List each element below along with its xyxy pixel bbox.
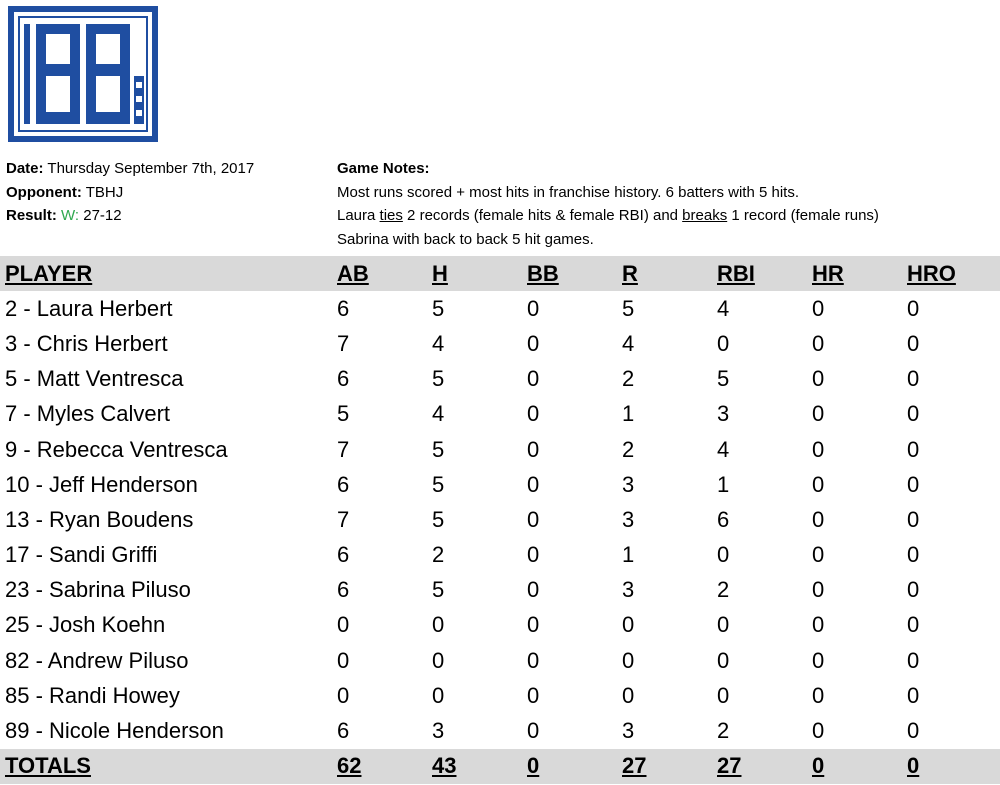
stat-cell-hr: 0 (812, 506, 825, 532)
stat-cell-rbi: 2 (717, 577, 730, 603)
total-r: 27 (622, 749, 717, 784)
stat-cell-h: 5 (432, 295, 445, 321)
result-line (6, 204, 254, 228)
table-row (0, 397, 1000, 432)
stat-cell-h: 5 (432, 506, 445, 532)
opponent-label: Opponent: (6, 183, 82, 201)
stat-cell-hr: 0 (812, 647, 825, 673)
stat-cell-hr: 0 (812, 436, 825, 462)
result-score: 27-12 (83, 207, 122, 224)
player-name-cell: 89 - Nicole Henderson (5, 718, 224, 744)
note-2-breaks: breaks (682, 207, 728, 224)
stat-cell-h: 0 (432, 682, 445, 708)
stat-cell-r: 2 (622, 436, 635, 462)
stat-cell-bb: 0 (527, 295, 540, 321)
stat-cell-hro: 0 (907, 612, 920, 638)
player-name-cell: 23 - Sabrina Piluso (5, 577, 191, 603)
stat-cell-bb: 0 (527, 366, 540, 392)
stat-cell-h: 4 (432, 401, 445, 427)
stat-cell-hro: 0 (907, 366, 920, 392)
totals-row (0, 749, 1000, 784)
stat-cell-bb: 0 (527, 647, 540, 673)
note-2-part-a: Laura (337, 207, 380, 224)
stat-cell-rbi: 3 (717, 401, 730, 427)
player-name-cell: 17 - Sandi Griffi (5, 542, 158, 568)
stat-cell-hr: 0 (812, 577, 825, 603)
stat-cell-ab: 7 (337, 506, 350, 532)
stat-cell-hr: 0 (812, 542, 825, 568)
player-name-cell: 2 - Laura Herbert (5, 295, 173, 321)
stat-cell-r: 2 (622, 366, 635, 392)
date-line (6, 157, 254, 181)
stat-cell-rbi: 0 (717, 330, 730, 356)
stat-cell-r: 1 (622, 401, 635, 427)
stat-cell-h: 0 (432, 612, 445, 638)
player-name-cell: 7 - Myles Calvert (5, 401, 171, 427)
total-h: 43 (432, 749, 527, 784)
stat-cell-bb: 0 (527, 542, 540, 568)
stat-cell-r: 3 (622, 471, 635, 497)
stat-cell-h: 5 (432, 366, 445, 392)
stat-cell-bb: 0 (527, 330, 540, 356)
stat-cell-ab: 6 (337, 471, 350, 497)
game-note-2 (337, 204, 992, 228)
player-name-cell: 82 - Andrew Piluso (5, 647, 189, 673)
stat-cell-hr: 0 (812, 366, 825, 392)
stat-cell-ab: 6 (337, 577, 350, 603)
total-rbi: 27 (717, 749, 812, 784)
game-notes-label: Game Notes: (337, 160, 430, 177)
table-row (0, 643, 1000, 678)
stat-cell-ab: 5 (337, 401, 350, 427)
stat-cell-r: 3 (622, 718, 635, 744)
column-header-rbi: RBI (717, 256, 812, 291)
stat-cell-ab: 0 (337, 682, 350, 708)
table-body (0, 291, 1000, 748)
player-name-cell: 9 - Rebecca Ventresca (5, 436, 228, 462)
stat-cell-rbi: 0 (717, 542, 730, 568)
table-row (0, 291, 1000, 326)
table-row (0, 326, 1000, 361)
stat-cell-hr: 0 (812, 682, 825, 708)
box-score-table (0, 256, 1000, 784)
stat-cell-h: 3 (432, 718, 445, 744)
stat-cell-rbi: 1 (717, 471, 730, 497)
stat-cell-hro: 0 (907, 295, 920, 321)
stat-cell-r: 0 (622, 647, 635, 673)
stat-cell-bb: 0 (527, 506, 540, 532)
stat-cell-rbi: 5 (717, 366, 730, 392)
stat-cell-hr: 0 (812, 718, 825, 744)
stat-cell-hro: 0 (907, 577, 920, 603)
stat-cell-r: 1 (622, 542, 635, 568)
game-note-3: Sabrina with back to back 5 hit games. (337, 230, 594, 248)
opponent-line (6, 181, 254, 205)
player-name-cell: 10 - Jeff Henderson (5, 471, 198, 497)
game-info (6, 157, 254, 228)
stat-cell-h: 5 (432, 471, 445, 497)
team-88s-logo (8, 6, 158, 142)
stat-cell-rbi: 2 (717, 718, 730, 744)
stat-cell-hro: 0 (907, 647, 920, 673)
player-name-cell: 85 - Randi Howey (5, 682, 180, 708)
stat-cell-rbi: 4 (717, 295, 730, 321)
note-2-ties: ties (379, 207, 403, 224)
stat-cell-r: 0 (622, 682, 635, 708)
table-row (0, 432, 1000, 467)
table-row (0, 678, 1000, 713)
stat-cell-bb: 0 (527, 436, 540, 462)
table-row (0, 502, 1000, 537)
table-row (0, 573, 1000, 608)
note-2-part-e: 1 record (female runs) (727, 207, 879, 224)
date-value: Thursday September 7th, 2017 (47, 160, 255, 177)
table-row (0, 538, 1000, 573)
stat-cell-r: 3 (622, 577, 635, 603)
column-header-hro: HRO (907, 256, 1000, 291)
stat-cell-hro: 0 (907, 542, 920, 568)
table-row (0, 713, 1000, 748)
stat-cell-bb: 0 (527, 612, 540, 638)
stat-cell-ab: 0 (337, 647, 350, 673)
stat-cell-ab: 6 (337, 718, 350, 744)
stat-cell-hr: 0 (812, 401, 825, 427)
stat-cell-bb: 0 (527, 401, 540, 427)
stat-cell-ab: 7 (337, 436, 350, 462)
stat-cell-rbi: 0 (717, 612, 730, 638)
stat-cell-h: 2 (432, 542, 445, 568)
column-header-player: PLAYER (0, 256, 337, 291)
player-name-cell: 5 - Matt Ventresca (5, 366, 184, 392)
stat-cell-h: 4 (432, 330, 445, 356)
stat-cell-rbi: 4 (717, 436, 730, 462)
game-note-1: Most runs scored + most hits in franchise history. 6 batters with 5 hits. (337, 183, 799, 201)
stat-cell-bb: 0 (527, 718, 540, 744)
stat-cell-hro: 0 (907, 330, 920, 356)
column-header-hr: HR (812, 256, 907, 291)
player-name-cell: 13 - Ryan Boudens (5, 506, 194, 532)
stat-cell-hr: 0 (812, 471, 825, 497)
stat-cell-h: 0 (432, 647, 445, 673)
totals-label: TOTALS (0, 749, 337, 784)
stat-cell-rbi: 0 (717, 682, 730, 708)
total-hr: 0 (812, 749, 907, 784)
stat-cell-bb: 0 (527, 577, 540, 603)
total-bb: 0 (527, 749, 622, 784)
player-name-cell: 25 - Josh Koehn (5, 612, 166, 638)
stat-cell-r: 4 (622, 330, 635, 356)
column-header-r: R (622, 256, 717, 291)
stat-cell-ab: 6 (337, 295, 350, 321)
stat-cell-hro: 0 (907, 471, 920, 497)
stat-cell-ab: 6 (337, 542, 350, 568)
stat-cell-h: 5 (432, 577, 445, 603)
stat-cell-hro: 0 (907, 506, 920, 532)
stat-cell-ab: 0 (337, 612, 350, 638)
stat-cell-hro: 0 (907, 401, 920, 427)
stat-cell-hr: 0 (812, 330, 825, 356)
stat-cell-ab: 7 (337, 330, 350, 356)
column-header-h: H (432, 256, 527, 291)
opponent-value: TBHJ (85, 183, 124, 201)
player-name-cell: 3 - Chris Herbert (5, 330, 168, 356)
stat-cell-ab: 6 (337, 366, 350, 392)
total-hro: 0 (907, 749, 1000, 784)
stat-cell-hr: 0 (812, 612, 825, 638)
column-header-ab: AB (337, 256, 432, 291)
stat-cell-hro: 0 (907, 436, 920, 462)
stat-cell-h: 5 (432, 436, 445, 462)
table-row (0, 362, 1000, 397)
table-header-row (0, 256, 1000, 291)
game-notes (337, 157, 992, 251)
note-2-part-c: 2 records (female hits & female RBI) and (402, 207, 683, 224)
stat-cell-r: 5 (622, 295, 635, 321)
result-label: Result: (6, 207, 57, 224)
stat-cell-hro: 0 (907, 682, 920, 708)
stat-cell-r: 3 (622, 506, 635, 532)
stat-cell-rbi: 0 (717, 647, 730, 673)
stat-cell-hro: 0 (907, 718, 920, 744)
table-row (0, 467, 1000, 502)
stat-cell-rbi: 6 (717, 506, 730, 532)
date-label: Date: (6, 160, 44, 177)
total-ab: 62 (337, 749, 432, 784)
table-row (0, 608, 1000, 643)
stat-cell-bb: 0 (527, 682, 540, 708)
stat-cell-r: 0 (622, 612, 635, 638)
stat-cell-hr: 0 (812, 295, 825, 321)
result-outcome: W: (61, 207, 80, 224)
stat-cell-bb: 0 (527, 471, 540, 497)
column-header-bb: BB (527, 256, 622, 291)
